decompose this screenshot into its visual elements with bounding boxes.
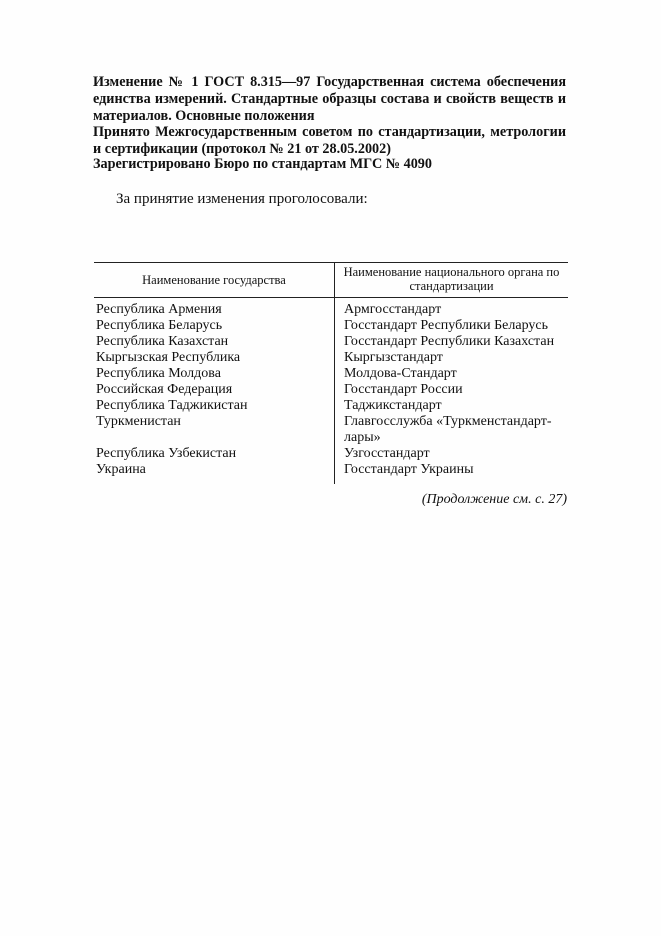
state-cell: Республика Узбекистан <box>96 446 237 461</box>
registration-note: Зарегистрировано Бюро по стандартам МГС № 4090 <box>93 156 432 172</box>
state-cell: Республика Армения <box>96 302 222 317</box>
voted-label: За принятие изменения проголосовали: <box>116 191 368 207</box>
body-cell: Узгосстандарт <box>344 446 430 461</box>
body-cell: Кыргызстандарт <box>344 350 443 365</box>
table-row <box>94 382 568 398</box>
body-cell: Госстандарт России <box>344 382 463 397</box>
table-row <box>94 318 568 334</box>
body-cell: Госстандарт Украины <box>344 462 474 477</box>
state-cell: Российская Федерация <box>96 382 233 397</box>
state-cell: Туркменистан <box>96 414 181 429</box>
table-body <box>94 298 568 478</box>
state-cell: Украина <box>96 462 146 477</box>
continuation-note: (Продолжение см. с. 27) <box>421 492 567 507</box>
table-row <box>94 446 568 462</box>
state-cell: Республика Таджикистан <box>96 398 248 413</box>
header-state: Наименование государства <box>142 272 286 287</box>
state-cell: Республика Молдова <box>96 366 221 381</box>
table-row <box>94 414 568 446</box>
table-row <box>94 462 568 478</box>
header-national-body: Наименование национального органа по стандартизации <box>343 265 560 293</box>
body-cell: Армгосстандарт <box>344 302 442 317</box>
table-row <box>94 398 568 414</box>
state-cell: Республика Беларусь <box>96 318 223 333</box>
table-row <box>94 366 568 382</box>
state-cell: Республика Казахстан <box>96 334 229 349</box>
amendment-title: Изменение № 1 ГОСТ 8.315—97 Государственная система обеспечения единства измерений. Стандартные образцы состава и свойств веществ и материалов. Основные положения <box>93 74 566 124</box>
body-cell: Госстандарт Республики Казахстан <box>344 334 555 349</box>
adoption-note: Принято Межгосударственным советом по стандартизации, метрологии и сертификации (протокол № 21 от 28.05.2002) <box>93 124 566 157</box>
body-cell: Госстандарт Республики Беларусь <box>344 318 549 333</box>
body-cell: Главгосслужба «Туркменстандарт-лары» <box>344 414 552 445</box>
table-row <box>94 302 568 318</box>
table-header <box>94 263 568 298</box>
body-cell: Таджикстандарт <box>344 398 442 413</box>
voting-table <box>94 262 568 478</box>
table-row <box>94 350 568 366</box>
table-row <box>94 334 568 350</box>
body-cell: Молдова-Стандарт <box>344 366 457 381</box>
state-cell: Кыргызская Республика <box>96 350 241 365</box>
